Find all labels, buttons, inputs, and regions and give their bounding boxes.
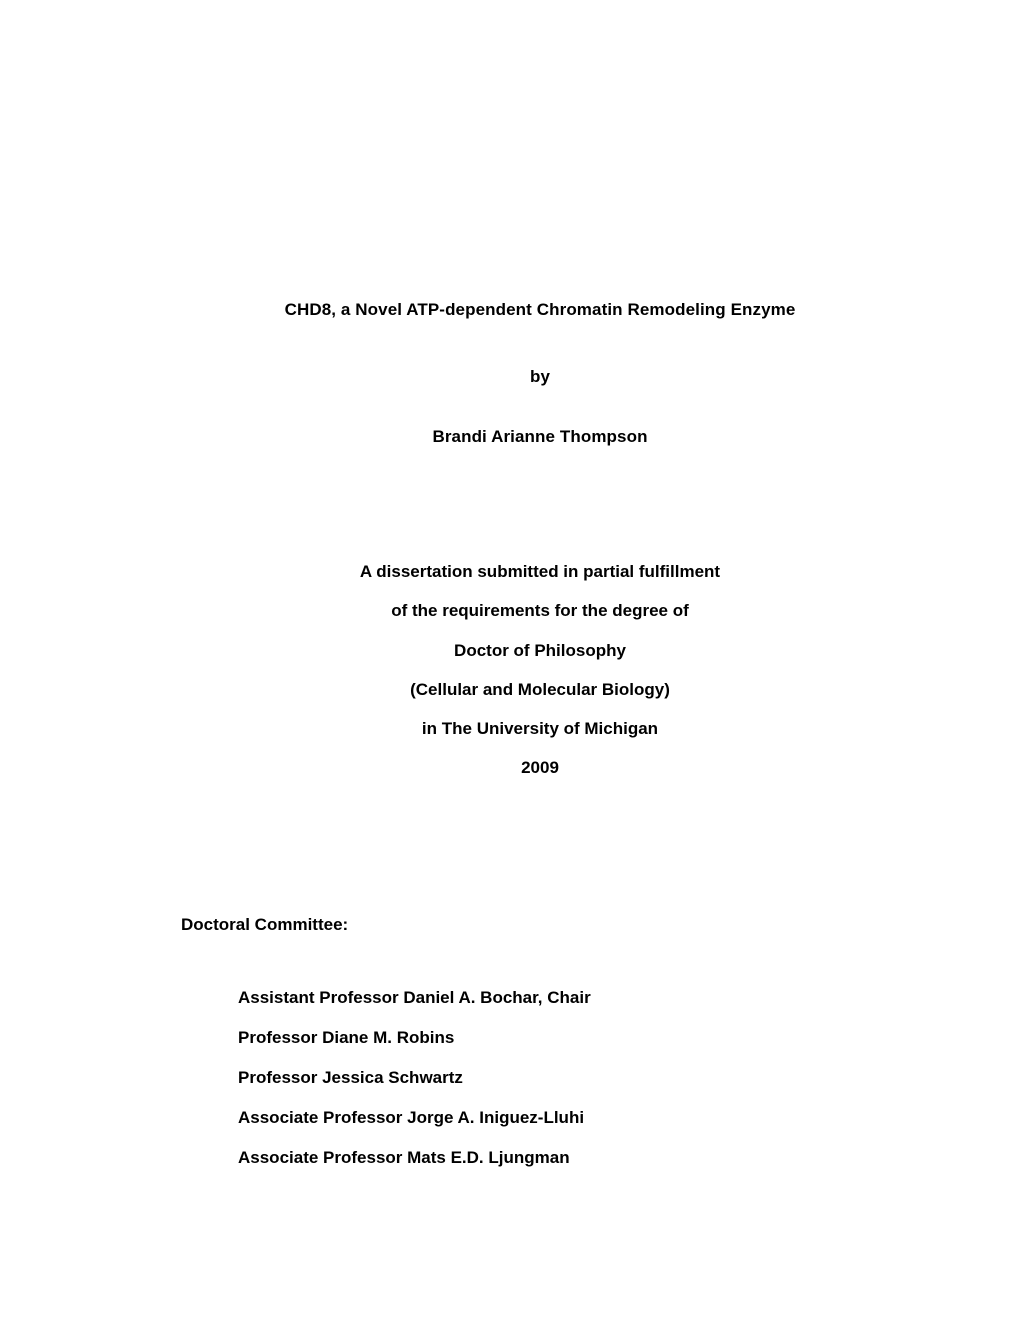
- statement-line-4: (Cellular and Molecular Biology): [410, 679, 670, 699]
- committee-member: Assistant Professor Daniel A. Bochar, Chair: [238, 988, 591, 1007]
- statement-line-5: in The University of Michigan: [421, 719, 659, 739]
- statement-line-2: of the requirements for the degree of: [391, 601, 689, 621]
- degree-statement: [0, 552, 1020, 788]
- dissertation-title: CHD8, a Novel ATP-dependent Chromatin Remodeling Enzyme: [284, 300, 796, 319]
- committee-member: Professor Jessica Schwartz: [238, 1068, 463, 1087]
- committee-member: Associate Professor Jorge A. Iniguez-Lluhi: [238, 1108, 585, 1127]
- committee-member: Associate Professor Mats E.D. Ljungman: [238, 1148, 570, 1167]
- committee-member: Professor Diane M. Robins: [238, 1028, 455, 1047]
- doctoral-committee-heading: Doctoral Committee:: [181, 915, 349, 934]
- statement-line-3: Doctor of Philosophy: [454, 640, 626, 660]
- title-block: [0, 300, 1020, 320]
- statement-line-1: A dissertation submitted in partial fulfillment: [359, 562, 721, 581]
- author-name: Brandi Arianne Thompson: [432, 427, 648, 446]
- statement-year: 2009: [521, 758, 559, 778]
- by-label: by: [529, 367, 551, 386]
- doctoral-committee-list: [238, 978, 591, 1178]
- author-block: [0, 427, 1020, 447]
- by-block: [0, 367, 1020, 387]
